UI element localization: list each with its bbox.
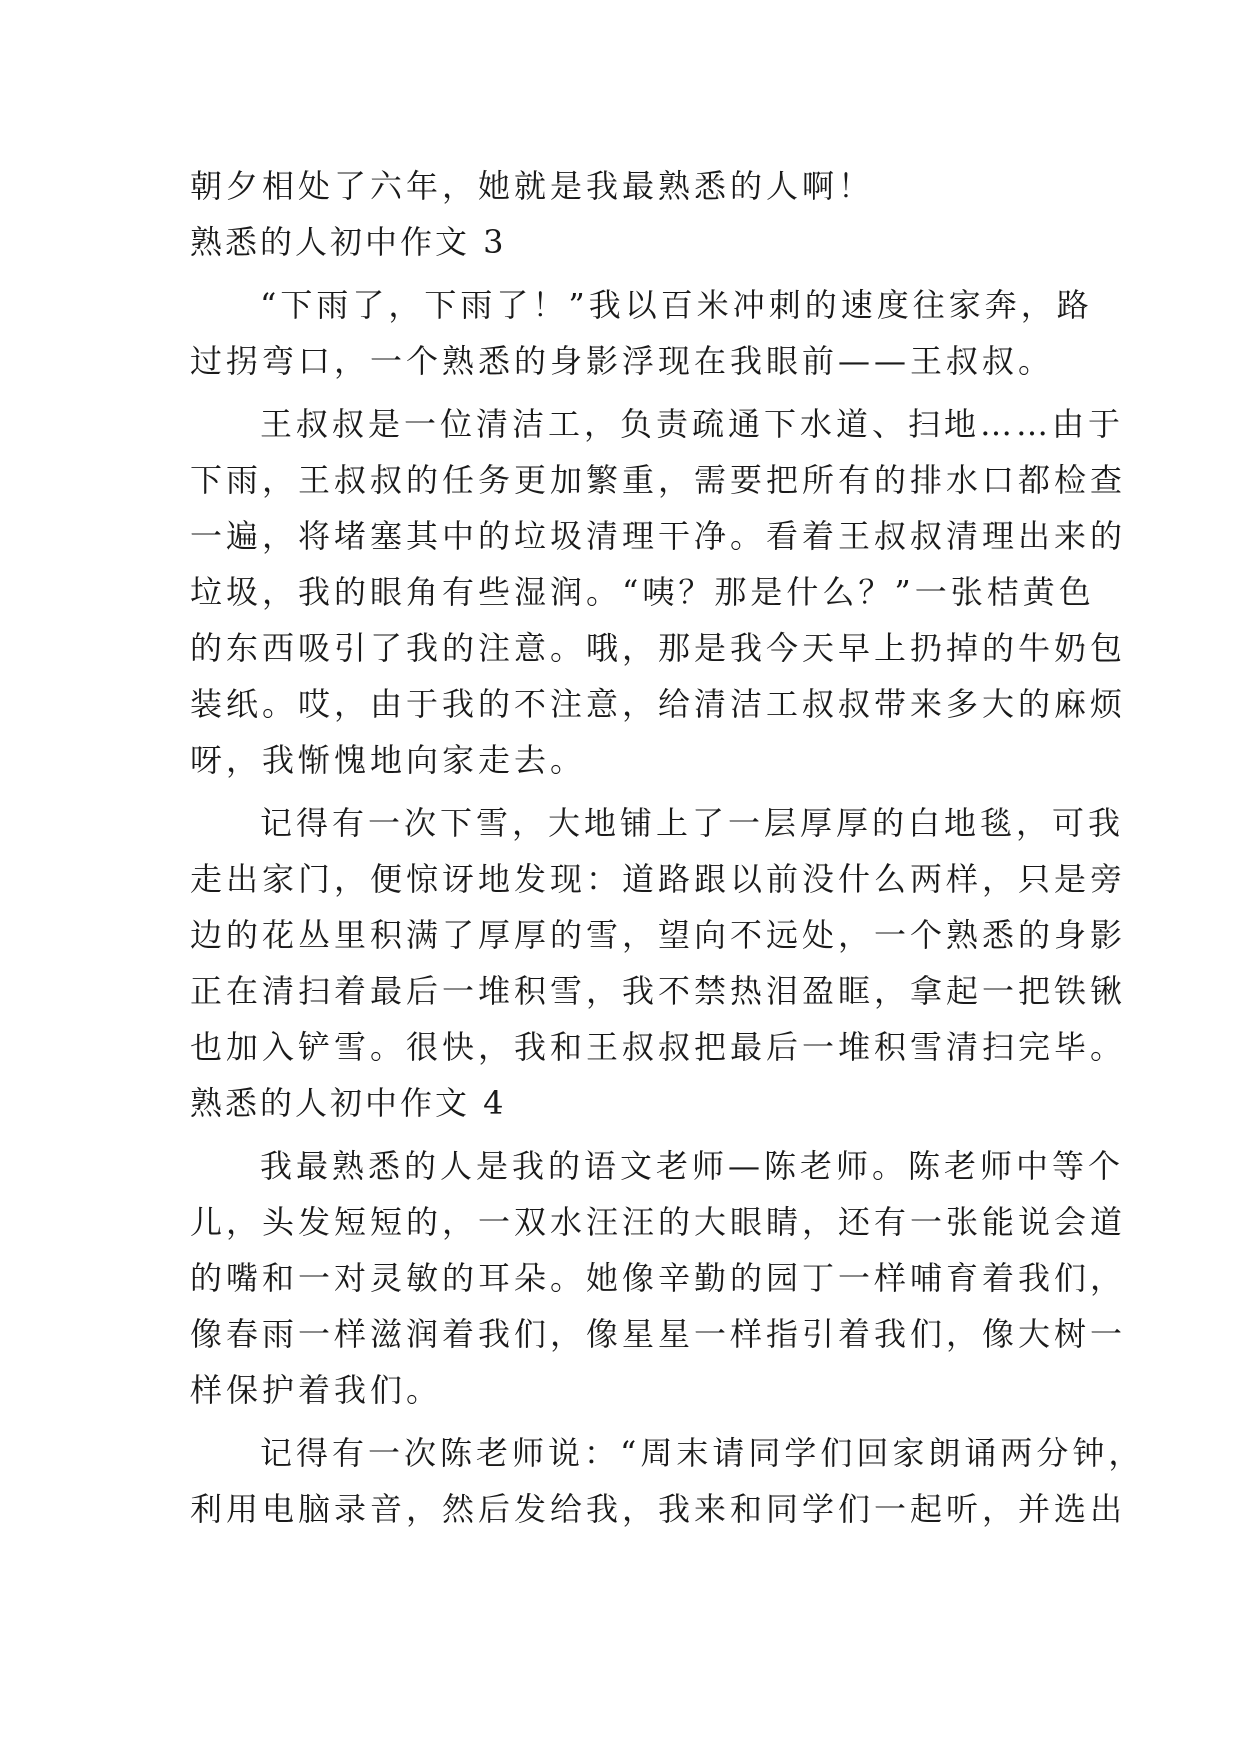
paragraph-first-line: 我最熟悉的人是我的语文老师—陈老师。陈老师中等个 [260,1147,1125,1185]
text-line: 边的花丛里积满了厚厚的雪，望向不远处，一个熟悉的身影 [190,916,1127,954]
text-line: 也加入铲雪。很快，我和王叔叔把最后一堆积雪清扫完毕。 [190,1028,1127,1066]
paragraph-first-line: 记得有一次陈老师说：“周末请同学们回家朗诵两分钟， [260,1434,1145,1472]
paragraph-first-line: “下雨了，下雨了！”我以百米冲刺的速度往家奔，路 [260,286,1093,324]
paragraph-first-line: 记得有一次下雪，大地铺上了一层厚厚的白地毯，可我 [260,804,1125,842]
text-line: 装纸。哎，由于我的不注意，给清洁工叔叔带来多大的麻烦 [190,685,1127,723]
text-line: 样保护着我们。 [190,1371,443,1409]
text-line: 垃圾，我的眼角有些湿润。“咦？那是什么？”一张桔黄色 [190,573,1095,611]
text-line: 利用电脑录音，然后发给我，我来和同学们一起听，并选出 [190,1490,1127,1528]
article-body [190,158,1145,1537]
text-line: 下雨，王叔叔的任务更加繁重，需要把所有的排水口都检查 [190,461,1127,499]
section-heading: 熟悉的人初中作文 4 [190,1084,507,1122]
text-line: 像春雨一样滋润着我们，像星星一样指引着我们，像大树一 [190,1315,1127,1353]
text-line: 呀，我惭愧地向家走去。 [190,741,587,779]
section-heading: 熟悉的人初中作文 3 [190,223,507,261]
text-line: 儿，头发短短的，一双水汪汪的大眼睛，还有一张能说会道 [190,1203,1127,1241]
text-line: 过拐弯口，一个熟悉的身影浮现在我眼前——王叔叔。 [190,342,1055,380]
text-line: 朝夕相处了六年，她就是我最熟悉的人啊！ [190,167,875,205]
text-line: 走出家门，便惊讶地发现：道路跟以前没什么两样，只是旁 [190,860,1127,898]
text-line: 的东西吸引了我的注意。哦，那是我今天早上扔掉的牛奶包 [190,629,1127,667]
text-line: 一遍，将堵塞其中的垃圾清理干净。看着王叔叔清理出来的 [190,517,1127,555]
paragraph-first-line: 王叔叔是一位清洁工，负责疏通下水道、扫地……由于 [260,405,1125,443]
text-line: 正在清扫着最后一堆积雪，我不禁热泪盈眶，拿起一把铁锹 [190,972,1127,1010]
text-line: 的嘴和一对灵敏的耳朵。她像辛勤的园丁一样哺育着我们， [190,1259,1127,1297]
